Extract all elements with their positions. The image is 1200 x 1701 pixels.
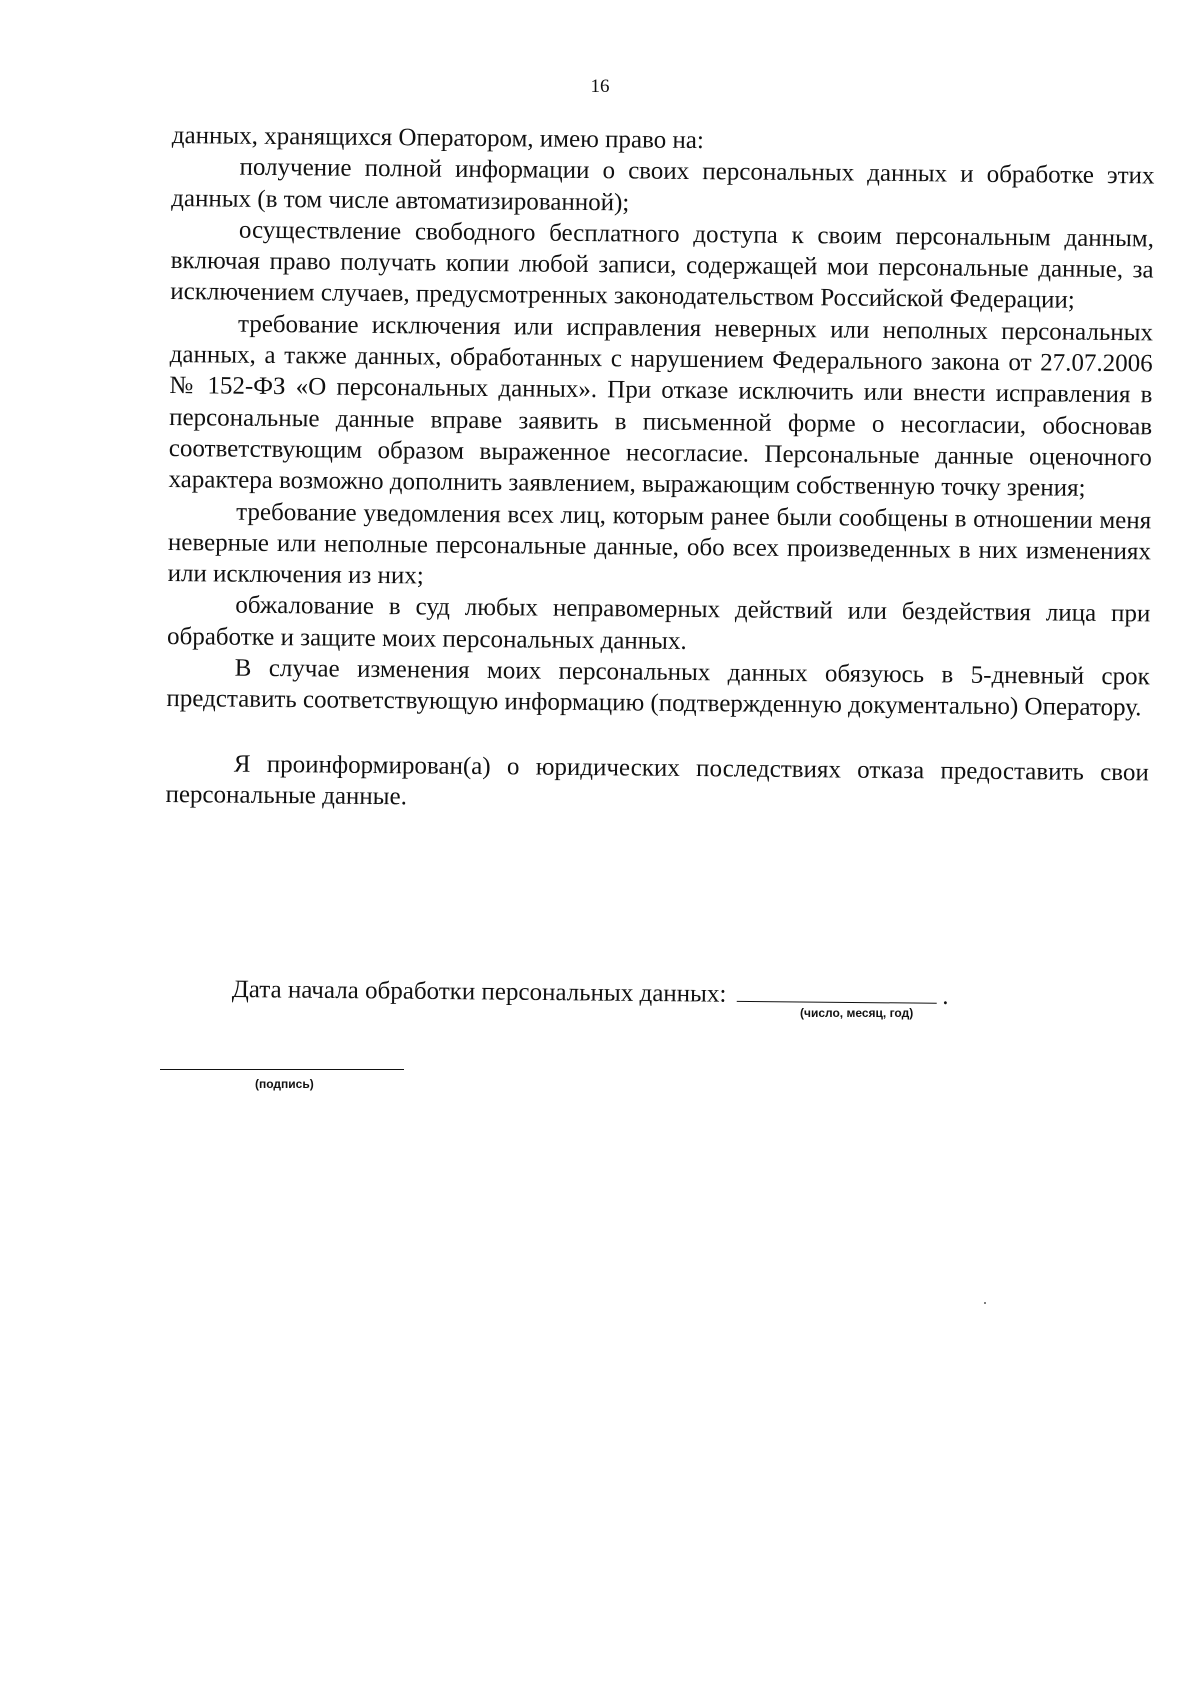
right-full-information-paragraph: получение полной информации о своих персональных данных и обработке этих данных (в том числе автоматизированной);: [171, 153, 1155, 216]
informed-consequences-paragraph: Я проинформирован(а) о юридических последствиях отказа предоставить свои персональные данные.: [165, 750, 1149, 811]
signature-caption: (подпись): [255, 1077, 314, 1091]
page-number: 16: [590, 76, 610, 97]
consent-body-text: [165, 120, 1155, 820]
update-obligation-paragraph: В случае изменения моих персональных данных обязуюсь в 5-дневный срок представить соответствующую информацию (подтвержденную документально) Оператору.: [166, 654, 1150, 722]
date-end-mark: .: [942, 982, 949, 1010]
right-appeal-paragraph: обжалование в суд любых неправомерных действий или бездействия лица при обработке и защите моих персональных данных.: [166, 592, 1151, 655]
right-notification-paragraph: требование уведомления всех лиц, которым ранее были сообщены в отношении меня неверные или неполные персональные данные, обо всех произведенных в них изменениях или исключения из них;: [167, 498, 1152, 590]
rights-intro-paragraph: данных, хранящихся Оператором, имею право на:: [171, 121, 704, 155]
right-correction-paragraph: требование исключения или исправления неверных или неполных персональных данных, а также данных, обработанных с нарушением Федерального закона от 27.07.2006 № 152-ФЗ «О персональных данных». При отказе исключить или внести исправления в персональные данные вправе заявить в письменной форме о несогласии, обосновав соответствующим образом выраженное несогласие. Персональные данные оценочного характера возможно дополнить заявлением, выражающим собственную точку зрения;: [168, 310, 1154, 503]
signature-field[interactable]: [160, 1069, 404, 1070]
scan-speck: [984, 1302, 986, 1304]
processing-start-date-field[interactable]: [736, 977, 936, 1004]
processing-start-date-label: Дата начала обработки персональных данных:: [231, 975, 727, 1008]
date-field-caption: (число, месяц, год): [800, 1006, 914, 1020]
right-free-access-paragraph: осуществление свободного бесплатного доступа к своим персональным данным, включая право получать копии любой записи, содержащей мои персональные данные, за исключением случаев, предусмотренных законодательством Российской Федерации;: [170, 216, 1155, 315]
